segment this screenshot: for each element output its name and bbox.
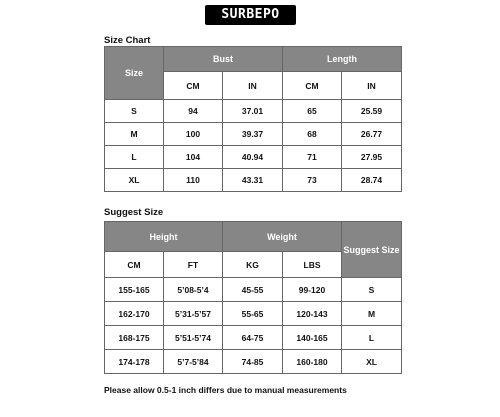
- table-row: [105, 169, 402, 192]
- bust-cm-cell: 100: [164, 123, 223, 146]
- bust-in-cell: 37.01: [223, 100, 283, 123]
- weight-lbs-cell: 140-165: [283, 326, 342, 350]
- table-row: [105, 350, 402, 374]
- suggested-size-cell: S: [342, 278, 402, 302]
- size-chart-table: [104, 46, 402, 192]
- measurement-note: Please allow 0.5-1 inch differs due to manual measurements: [104, 385, 347, 395]
- bust-in-cell: 43.31: [223, 169, 283, 192]
- brand-logo: SURBEPO: [205, 5, 296, 25]
- table-row: [105, 302, 402, 326]
- suggested-size-cell: M: [342, 302, 402, 326]
- size-header: Size: [105, 47, 164, 100]
- weight-lbs-cell: 120-143: [283, 302, 342, 326]
- weight-header: Weight: [223, 222, 342, 252]
- height-cm-cell: 174-178: [105, 350, 164, 374]
- height-ft-cell: 5’7-5’84: [164, 350, 223, 374]
- height-cm-header: CM: [105, 252, 164, 278]
- table-row: [105, 278, 402, 302]
- height-cm-cell: 162-170: [105, 302, 164, 326]
- suggest-size-table: [104, 221, 402, 374]
- height-cm-cell: 155-165: [105, 278, 164, 302]
- weight-lbs-header: LBS: [283, 252, 342, 278]
- table-row: [105, 123, 402, 146]
- weight-lbs-cell: 160-180: [283, 350, 342, 374]
- size-cell: M: [105, 123, 164, 146]
- size-cell: L: [105, 146, 164, 169]
- table-row: [105, 326, 402, 350]
- bust-cm-header: CM: [164, 72, 223, 100]
- length-cm-cell: 68: [283, 123, 342, 146]
- weight-kg-cell: 64-75: [223, 326, 283, 350]
- bust-in-header: IN: [223, 72, 283, 100]
- length-cm-cell: 71: [283, 146, 342, 169]
- length-in-cell: 27.95: [342, 146, 402, 169]
- length-cm-header: CM: [283, 72, 342, 100]
- height-ft-cell: 5’08-5’4: [164, 278, 223, 302]
- length-in-cell: 26.77: [342, 123, 402, 146]
- length-header: Length: [283, 47, 402, 72]
- bust-header: Bust: [164, 47, 283, 72]
- bust-cm-cell: 94: [164, 100, 223, 123]
- size-chart-title: Size Chart: [104, 35, 151, 46]
- height-ft-cell: 5’51-5’74: [164, 326, 223, 350]
- suggest-size-header: Suggest Size: [342, 222, 402, 278]
- height-header: Height: [105, 222, 223, 252]
- bust-in-cell: 40.94: [223, 146, 283, 169]
- suggested-size-cell: XL: [342, 350, 402, 374]
- size-cell: S: [105, 100, 164, 123]
- weight-lbs-cell: 99-120: [283, 278, 342, 302]
- suggested-size-cell: L: [342, 326, 402, 350]
- suggest-size-title: Suggest Size: [104, 207, 164, 218]
- weight-kg-header: KG: [223, 252, 283, 278]
- bust-cm-cell: 104: [164, 146, 223, 169]
- length-cm-cell: 65: [283, 100, 342, 123]
- height-ft-header: FT: [164, 252, 223, 278]
- bust-in-cell: 39.37: [223, 123, 283, 146]
- table-row: [105, 100, 402, 123]
- weight-kg-cell: 45-55: [223, 278, 283, 302]
- length-cm-cell: 73: [283, 169, 342, 192]
- length-in-cell: 25.59: [342, 100, 402, 123]
- weight-kg-cell: 74-85: [223, 350, 283, 374]
- height-ft-cell: 5’31-5’57: [164, 302, 223, 326]
- length-in-cell: 28.74: [342, 169, 402, 192]
- height-cm-cell: 168-175: [105, 326, 164, 350]
- weight-kg-cell: 55-65: [223, 302, 283, 326]
- bust-cm-cell: 110: [164, 169, 223, 192]
- table-row: [105, 146, 402, 169]
- length-in-header: IN: [342, 72, 402, 100]
- size-cell: XL: [105, 169, 164, 192]
